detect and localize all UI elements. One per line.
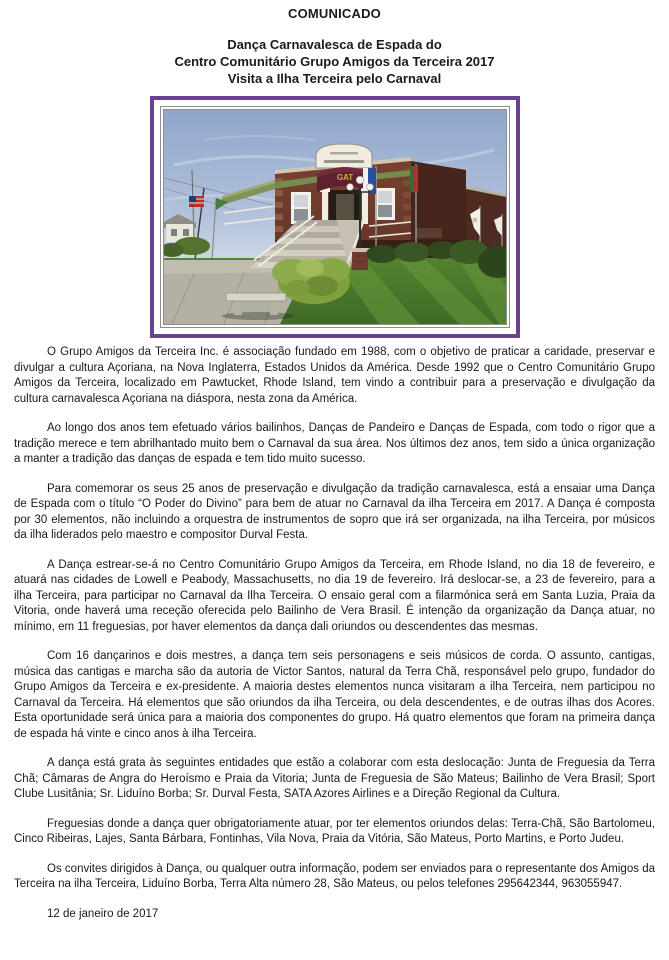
gat-monogram: GAT [336, 173, 353, 182]
photo-frame [150, 96, 520, 338]
building-photo [164, 110, 506, 324]
body-paragraph: Ao longo dos anos tem efetuado vários bailinhos, Danças de Pandeiro e Danças de Espada, com todo o rigor que a tradição merece e tem abrilhantado muito bem o Carnaval da sua área. Nos últimos dez anos, tem sido a única organização a manter a tradição das danças de espada e tem tido muito sucesso. [14, 422, 655, 465]
body-paragraph: O Grupo Amigos da Terceira Inc. é associação fundado em 1988, com o objetivo de praticar a caridade, preservar e divulgar a cultura Açoriana, na Nova Inglaterra, Estados Unidos da América. Desde 1992 que o Centro Comunitário Grupo Amigos da Terceira, localizado em Pawtucket, Rhode Island, tem vindo a contribuir para a preservação e divulgação da cultura carnavalesca Açoriana na diáspora, nesta zona da América. [14, 346, 655, 405]
photo-mat [160, 106, 510, 328]
body-paragraph: Os convites dirigidos à Dança, ou qualquer outra informação, podem ser enviados para o representante dos Amigos da Terceira na ilha Terceira, Liduíno Borba, Terra Alta número 28, São Mateus, ou pelos telefones 295642344, 963055947. [14, 862, 655, 890]
body-paragraph: Com 16 dançarinos e dois mestres, a dança tem seis personagens e seis músicos de corda. O assunto, cantigas, música das cantigas e marcha são da autoria de Victor Santos, natural da Terra Chã, responsável pelo grupo, fundador do Grupo Amigos da Terceira e ex-presidente. A maioria destes elementos nunca visitaram a ilha Terceira, nem participou no Carnaval da Terceira. Há elementos que são oriundos da ilha Terceira, ou dela descendentes, e de outras ilhas dos Acores. Esta oportunidade será única para a maioria dos componentes do grupo. Há quatro elementos que foram na primeira dança de espada há vinte e cinco anos à ilha Terceira. [14, 650, 655, 740]
subtitle-line: Visita a Ilha Terceira pelo Carnaval [227, 71, 442, 86]
date-line: 12 de janeiro de 2017 [47, 907, 159, 920]
document-title: COMUNICADO [288, 6, 381, 21]
photo-mat-inner [163, 109, 507, 325]
body-paragraph: Freguesias donde a dança quer obrigatoriamente atuar, por ter elementos oriundos delas: Terra-Chã, São Bartolomeu, Cinco Ribeiras, Lajes, Santa Bárbara, Fontinhas, Vila Nova, Praia da Vitória, São Mateus, Porto Martins, e Porto Judeu. [14, 817, 655, 845]
body-paragraph: A Dança estrear-se-á no Centro Comunitário Grupo Amigos da Terceira, em Rhode Island, no dia 18 de fevereiro, e atuará nas cidades de Lowell e Peabody, Massachusetts, no dia 19 de fevereiro. Irá deslocar-se, a 23 de fevereiro, para a ilha Terceira, para participar no Carnaval da Ilha Terceira. O ensaio geral com a filarmónica será em Santa Luzia, Praia da Vitoria, onde haverá uma receção oferecida pelo Bailinho de Vera Brasil. É intenção da organização da Dança atuar, no mínimo, em 11 freguesias, por haver elementos da dança dali oriundos ou descendentes das mesmas. [14, 558, 655, 633]
subtitle-line: Dança Carnavalesca de Espada do [227, 37, 442, 52]
subtitle-line: Centro Comunitário Grupo Amigos da Terceira 2017 [174, 54, 495, 69]
document-subtitle [0, 36, 669, 87]
document-body [14, 345, 655, 893]
body-paragraph: A dança está grata às seguintes entidades que estão a colaborar com esta deslocação: Junta de Freguesia da Terra Chã; Câmaras de Angra do Heroísmo e Praia da Vitoria; Junta de Freguesia de São Mateus; Bailinho de Vera Brasil; Sport Clube Lusitânia; Sr. Liduíno Borba; Sr. Durval Festa, SATA Azores Airlines e a Direção Regional da Cultura. [14, 757, 655, 800]
body-paragraph: Para comemorar os seus 25 anos de preservação e divulgação da tradição carnavalesca, está a ensaiar uma Dança de Espada com o título “O Poder do Divino” para bem de atuar no Carnaval da ilha Terceira em 2017. A Dança é composta por 30 elementos, não incluindo a orquestra de instrumentos de sopro que irá ser organizada, na ilha Terceira, por músicos da ilha liderados pelo maestro e compositor Durval Festa. [14, 482, 655, 541]
